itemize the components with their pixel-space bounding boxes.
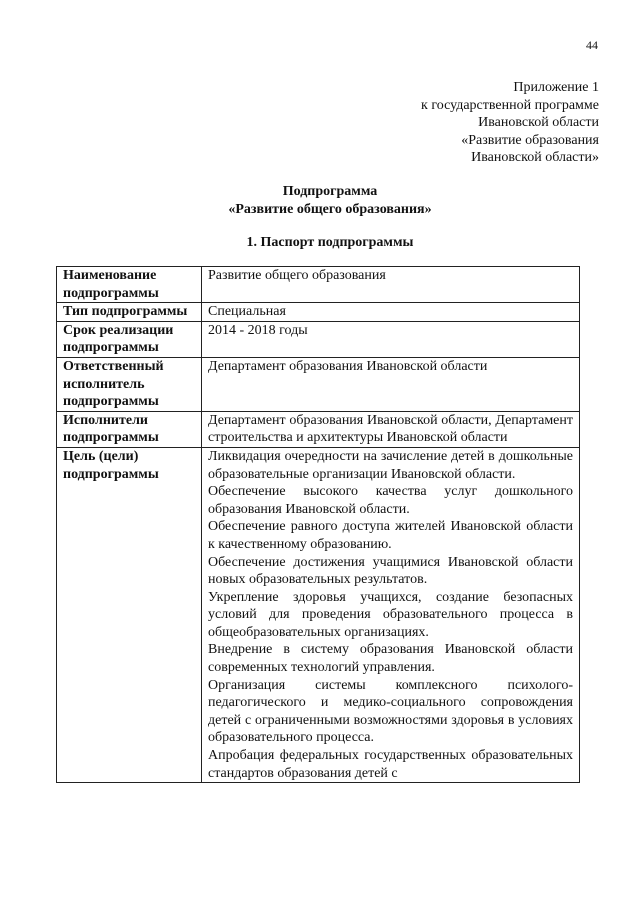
row-label: Цель (цели) подпрограммы [57,447,202,782]
subprogram-title [0,183,640,218]
appendix-line: Приложение 1 [513,80,599,95]
goal-item: Обеспечение равного доступа жителей Ивановской области к качественному образованию. [208,519,573,552]
subprogram-name: «Развитие общего образования» [228,201,432,217]
row-value: Департамент образования Ивановской области [202,357,580,411]
page-number: 44 [586,38,598,52]
goal-item: Ликвидация очередности на зачисление детей в дошкольные образовательные организации Ивановской области. [208,448,573,482]
row-value: Департамент образования Ивановской области, Департамент строительства и архитектуры Ивановской области [202,411,580,447]
table-row [57,321,580,357]
appendix-header [339,79,599,167]
row-label: Ответственный исполнитель подпрограммы [57,357,202,411]
appendix-line: Ивановской области [478,115,599,130]
row-label: Исполнители подпрограммы [57,411,202,447]
goals-list [202,447,580,782]
goal-item: Обеспечение высокого качества услуг дошкольного образования Ивановской области. [208,484,573,517]
section-title: 1. Паспорт подпрограммы [246,235,414,250]
goal-item: Организация системы комплексного психолого-педагогического и медико-социального сопровождения детей с ограниченными возможностями здоровья в условиях образовательного процесса. [208,677,573,746]
table-row [57,411,580,447]
goal-item: Внедрение в систему образования Ивановской области современных технологий управления. [208,642,573,676]
goal-item: Обеспечение достижения учащимися Ивановской области новых образовательных результатов. [208,554,573,588]
row-label: Срок реализации подпрограммы [57,321,202,357]
row-label: Наименование подпрограммы [57,267,202,303]
appendix-line: к государственной программе [421,97,599,113]
table-row-goals [57,447,580,782]
table-row [57,267,580,303]
subprogram-title-line: Подпрограмма [282,184,378,199]
row-value: Развитие общего образования [202,267,580,303]
table-row [57,357,580,411]
goal-item: Апробация федеральных государственных образовательных стандартов образования детей с [208,748,573,781]
row-value: 2014 - 2018 годы [202,321,580,357]
appendix-line: Ивановской области» [471,150,599,165]
row-value: Специальная [202,303,580,322]
table-row [57,303,580,322]
row-label: Тип подпрограммы [57,303,202,322]
passport-table [56,266,580,783]
appendix-line: «Развитие образования [461,132,599,148]
goal-item: Укрепление здоровья учащихся, создание безопасных условий для проведения образовательного процесса в общеобразовательных организациях. [208,589,573,640]
